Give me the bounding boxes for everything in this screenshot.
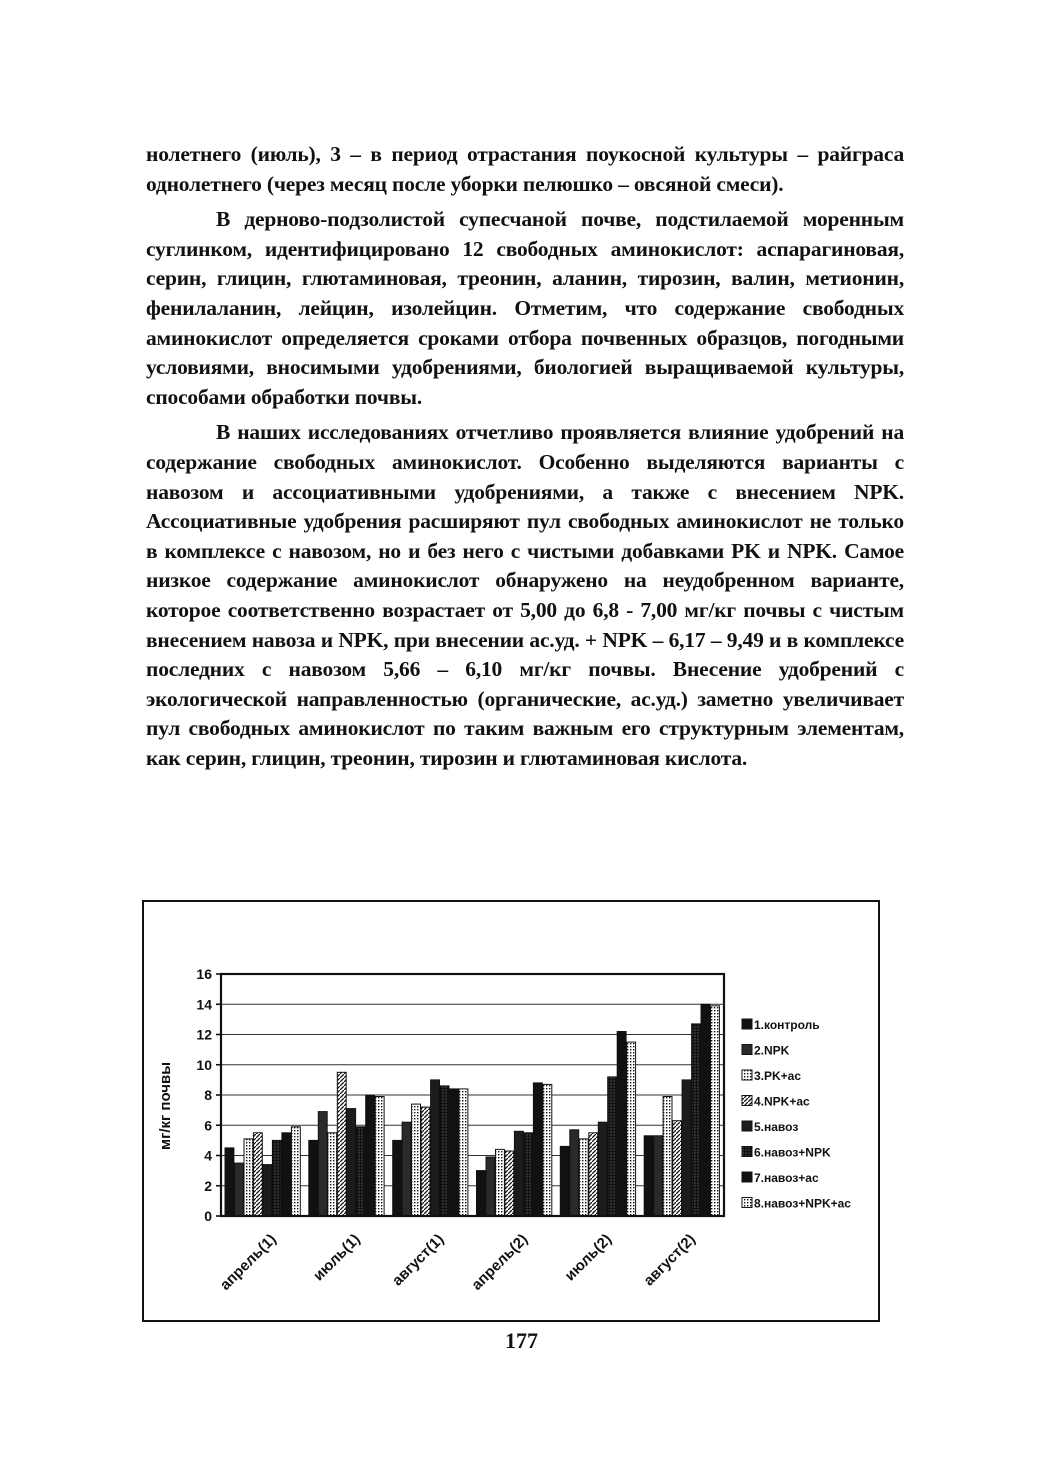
y-tick-label: 12 [196, 1026, 212, 1043]
bar-2-2 [318, 1112, 327, 1216]
legend-entry: 7.навоз+ас [754, 1171, 819, 1185]
legend-entry: 5.навоз [754, 1120, 799, 1134]
bar-8-3 [459, 1089, 468, 1216]
bar-3-3 [412, 1104, 421, 1216]
y-tick-label: 14 [196, 996, 212, 1013]
legend-swatch [742, 1045, 752, 1055]
bar-1-1 [225, 1148, 234, 1216]
bar-6-4 [524, 1133, 533, 1216]
bar-2-4 [486, 1157, 495, 1216]
bar-1-2 [309, 1140, 318, 1216]
bar-5-4 [514, 1131, 523, 1216]
bar-1-5 [560, 1146, 569, 1216]
y-tick-label: 8 [204, 1087, 212, 1103]
bar-4-1 [253, 1133, 262, 1216]
paragraph-1: нолетнего (июль), 3 – в период отрастания поукосной культуры – райграса однолетнего (через месяц после уборки пелюшко – овсяной смеси). [146, 142, 904, 196]
bars [225, 1004, 719, 1216]
x-tick-label: июль(1) [310, 1230, 364, 1285]
bar-6-1 [272, 1140, 281, 1216]
bar-4-4 [505, 1151, 514, 1216]
bar-chart [144, 902, 878, 1320]
bar-5-1 [263, 1165, 272, 1216]
bar-8-1 [291, 1127, 300, 1216]
bar-6-5 [608, 1077, 617, 1216]
x-tick-label: апрель(1) [216, 1230, 280, 1294]
y-tick-label: 16 [196, 966, 212, 982]
y-tick-label: 2 [204, 1177, 212, 1194]
bar-2-6 [654, 1136, 663, 1216]
legend-swatch [742, 1019, 752, 1029]
bar-3-1 [244, 1139, 253, 1216]
paragraph-3: В наших исследованиях отчетливо проявляется влияние удобрений на содержание свободных аминокислот. Особенно выделяются варианты с навозом и ассоциативными удобрениями, а также с внесением NPK. Ассоциативные удобрения расширяют пул свободных аминокислот не только в комплексе с навозом, но и без него с чистыми добавками PK и NPK. Самое низкое содержание аминокислот обнаружено на неудобренном варианте, которое соответственно возрастает от 5,00 до 6,8 - 7,00 мг/кг почвы с чистым внесением навоза и NPK, при внесении ас.уд. + NPK – 6,17 – 9,49 и в комплексе последних с навозом 5,66 – 6,10 мг/кг почвы. Внесение удобрений с экологической направленностью (органические, ас.уд.) заметно увеличивает пул свободных аминокислот по таким важным его структурным элементам, как серин, глицин, треонин, тирозин и глютаминовая кислота. [146, 420, 904, 770]
x-tick-labels [217, 1231, 699, 1294]
legend-entry: 3.PK+ас [754, 1069, 802, 1083]
bar-5-6 [682, 1080, 691, 1216]
bar-3-2 [328, 1133, 337, 1216]
legend-entry: 1.контроль [754, 1018, 820, 1032]
bar-2-1 [235, 1163, 244, 1216]
bar-2-5 [570, 1130, 579, 1216]
legend-swatch [742, 1147, 752, 1157]
bar-6-6 [692, 1024, 701, 1216]
legend-entry: 6.навоз+NPK [754, 1145, 831, 1160]
bar-4-5 [589, 1133, 598, 1216]
bar-1-3 [393, 1140, 402, 1216]
bar-1-6 [644, 1136, 653, 1216]
legend-swatch [742, 1121, 752, 1131]
legend-swatch [742, 1198, 752, 1208]
bar-6-3 [440, 1086, 449, 1216]
x-tick-label: август(1) [388, 1230, 448, 1290]
paragraph-2: В дерново-подзолистой супесчаной почве, подстилаемой моренным суглинком, идентифицировано 12 свободных аминокислот: аспарагиновая, серин, глицин, глютаминовая, треонин, аланин, тирозин, валин, метионин, фенилаланин, лейцин, изолейцин. Отметим, что содержание свободных аминокислот определяется сроками отбора почвенных образцов, погодными условиями, вносимыми удобрениями, биологией выращиваемой культуры, способами обработки почвы. [146, 207, 904, 409]
bar-7-2 [366, 1095, 375, 1216]
bar-8-2 [375, 1097, 384, 1217]
bar-2-3 [402, 1122, 411, 1216]
bar-4-6 [673, 1121, 682, 1216]
y-tick-label: 4 [204, 1147, 212, 1164]
bar-8-5 [627, 1042, 636, 1216]
y-tick-label: 6 [204, 1117, 212, 1134]
chart-frame [142, 900, 880, 1322]
bar-5-3 [431, 1080, 440, 1216]
body-text [146, 140, 904, 779]
bar-6-2 [356, 1127, 365, 1216]
y-tick-label: 0 [204, 1208, 212, 1224]
x-tick-label: август(2) [640, 1230, 699, 1290]
legend-swatch [742, 1070, 752, 1080]
x-tick-label: апрель(2) [468, 1230, 532, 1294]
bar-3-6 [663, 1097, 672, 1217]
bar-1-4 [477, 1171, 486, 1216]
bar-3-5 [579, 1139, 588, 1216]
page-number: 177 [505, 1328, 538, 1353]
bar-7-6 [701, 1004, 710, 1216]
x-tick-label: июль(2) [561, 1230, 616, 1285]
bar-8-6 [711, 1006, 720, 1216]
legend-swatch [742, 1096, 752, 1106]
bar-8-4 [543, 1084, 552, 1216]
y-tick-label: 10 [196, 1056, 212, 1073]
bar-5-5 [598, 1122, 607, 1216]
y-tick-labels [196, 966, 221, 1224]
bar-4-2 [337, 1072, 346, 1216]
legend [742, 1018, 851, 1211]
legend-entry: 2.NPK [754, 1043, 790, 1058]
y-axis-label: мг/кг почвы [157, 1061, 174, 1151]
bar-7-5 [617, 1032, 626, 1217]
legend-entry: 4.NPK+ас [754, 1094, 810, 1109]
legend-swatch [742, 1172, 752, 1182]
bar-5-2 [347, 1109, 356, 1216]
bar-7-1 [282, 1133, 291, 1216]
bar-4-3 [421, 1107, 430, 1216]
bar-7-3 [450, 1089, 459, 1216]
bar-7-4 [533, 1083, 542, 1216]
bar-3-4 [496, 1149, 505, 1216]
legend-entry: 8.навоз+NPK+ас [754, 1196, 851, 1211]
